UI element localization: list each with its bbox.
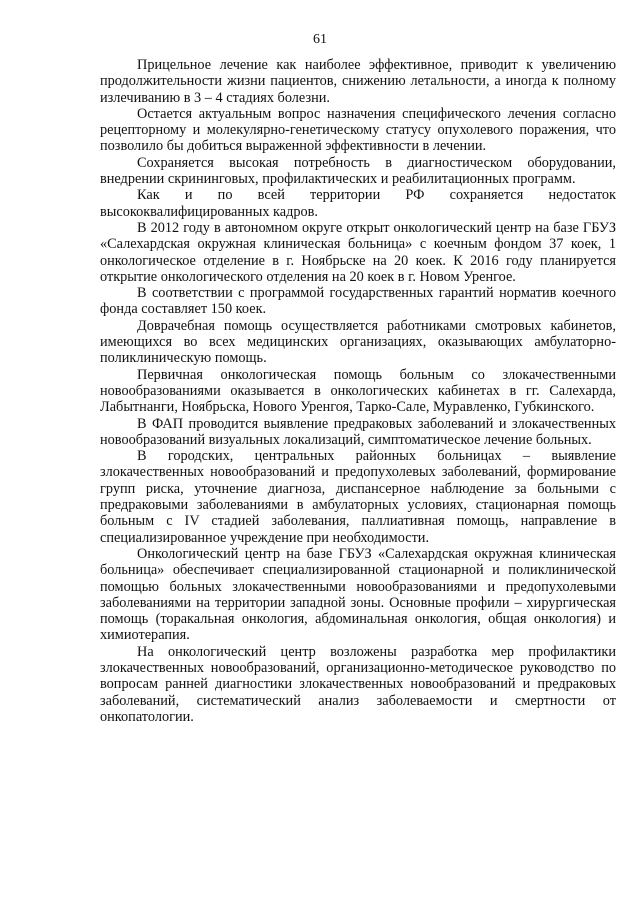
paragraph-staff-shortage: Как и по всей территории РФ сохраняется недостаток высококвалифицированных кадров.: [100, 187, 616, 220]
paragraph-pre-medical-care: Доврачебная помощь осуществляется работниками смотровых кабинетов, имеющихся во всех медицинских организациях, оказывающих амбулаторно-поликлиническую помощь.: [100, 317, 616, 367]
document-body: [100, 57, 616, 725]
paragraph-equipment-need: Сохраняется высокая потребность в диагностическом оборудовании, внедрении скрининговых, профилактических и реабилитационных программ.: [100, 154, 616, 188]
paragraph-oncology-center-2012: В 2012 году в автономном округе открыт онкологический центр на базе ГБУЗ «Салехардская окружная клиническая больница» с коечным фондом 37 коек, 1 онкологическое отделение в г. Ноябрьске на 20 коек. К 2016 году планируется открытие онкологического отделения на 20 коек в г. Новом Уренгое.: [100, 219, 616, 285]
page-number: 61: [313, 32, 327, 47]
paragraph-fap: В ФАП проводится выявление предраковых заболеваний и злокачественных новообразований визуальных локализаций, симптоматическое лечение больных.: [100, 415, 616, 448]
paragraph-center-services: Онкологический центр на базе ГБУЗ «Салехардская окружная клиническая больница» обеспечивает специализированной стационарной и поликлинической помощью больных злокачественными новообразованиями и предопухолевыми заболеваниями на территории западной зоны. Основные профили – хирургическая помощь (торакальная онкология, абдоминальная онкология, общая онкология) и химиотерапия.: [100, 545, 616, 644]
paragraph-primary-care: Первичная онкологическая помощь больным со злокачественными новообразованиями оказывается в онкологических кабинетах в гг. Салехарда, Лабытнанги, Ноябрьска, Нового Уренгоя, Тарко-Сале, Муравленко, Губкинского.: [100, 366, 616, 416]
paragraph-center-duties: На онкологический центр возложены разработка мер профилактики злокачественных новообразований, организационно-методическое руководство по вопросам ранней диагностики злокачественных новообразований и предраковых заболеваний, систематический анализ заболеваемости и смертности от онкопатологии.: [100, 643, 616, 725]
paragraph-bed-norm: В соответствии с программой государственных гарантий норматив коечного фонда составляет 150 коек.: [100, 285, 616, 318]
paragraph-specific-treatment: Остается актуальным вопрос назначения специфического лечения согласно рецепторному и молекулярно-генетическому статусу опухолевого поражения, что позволило бы добиться выраженной эффективности в лечении.: [100, 105, 616, 155]
paragraph-city-hospitals: В городских, центральных районных больницах – выявление злокачественных новообразований и предопухолевых заболеваний, формирование групп риска, уточнение диагноза, диспансерное наблюдение за больными с предраковыми заболеваниями в амбулаторных условиях, стационарная помощь больным с IV стадией заболевания, паллиативная помощь, направление в специализированное учреждение при необходимости.: [100, 448, 616, 546]
paragraph-targeted-treatment: Прицельное лечение как наиболее эффективное, приводит к увеличению продолжительности жизни пациентов, снижению летальности, а иногда к полному излечиванию в 3 – 4 стадиях болезни.: [100, 57, 616, 106]
